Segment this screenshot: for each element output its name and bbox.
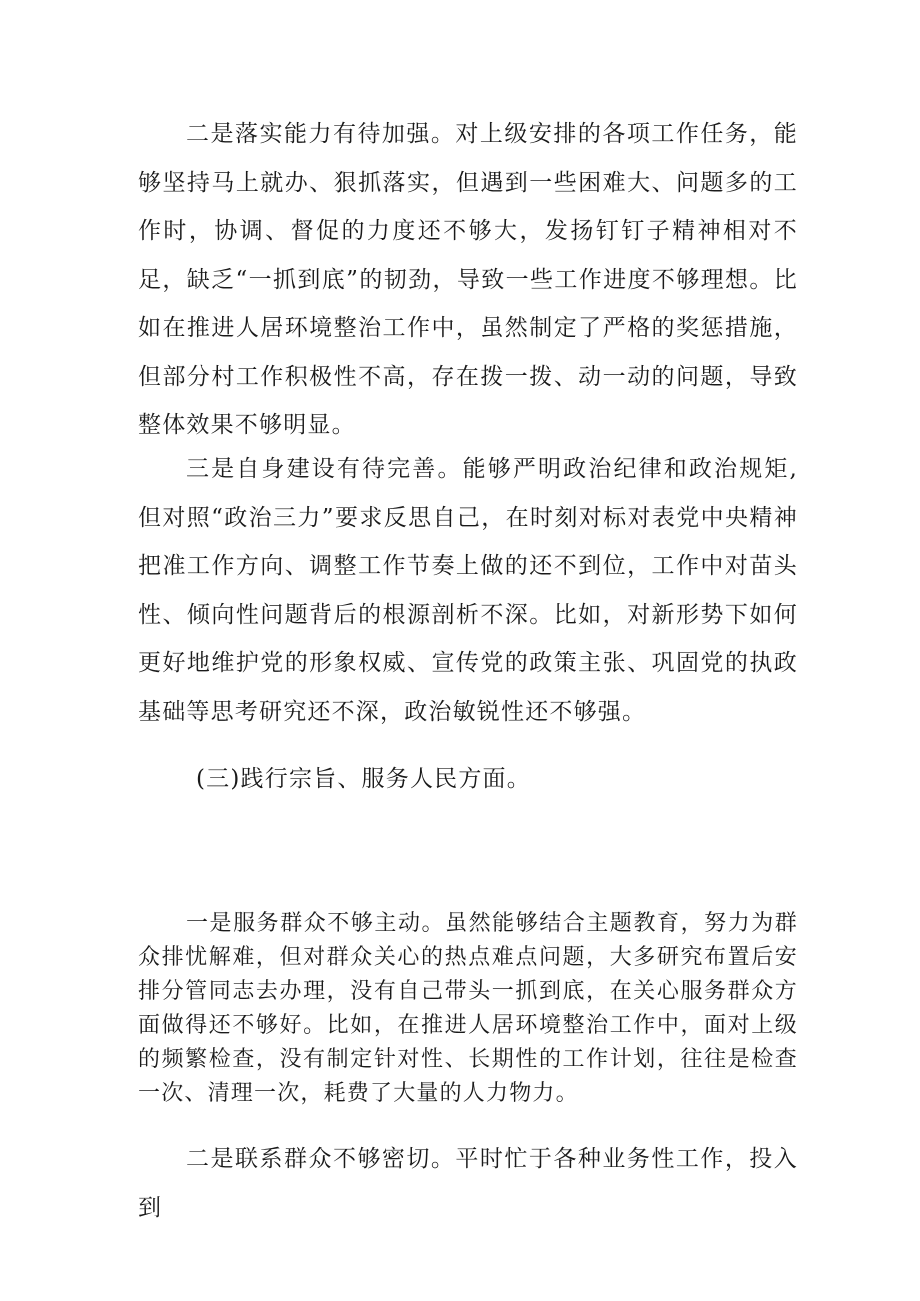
paragraph-self-building: 三是自身建设有待完善。能够严明政治纪律和政治规矩,但对照“政治三力”要求反思自己，在时刻对标对表党中央精神把准工作方向、调整工作节奏上做的还不到位，工作中对苗头性、倾向性问题背后的根源剖析不深。比如，对新形势下如何更好地维护党的形象权威、宣传党的政策主张、巩固党的执政基础等思考研究还不深，政治敏锐性还不够强。 — [138, 456, 798, 725]
paragraph-contact-masses: 二是联系群众不够密切。平时忙于各种业务性工作，投入到 — [138, 1146, 798, 1221]
section-heading: (三)践行宗旨、服务人民方面。 — [196, 766, 531, 792]
paragraph-implementation: 二是落实能力有待加强。对上级安排的各项工作任务，能够坚持马上就办、狠抓落实，但遇到一些困难大、问题多的工作时，协调、督促的力度还不够大，发扬钉钉子精神相对不足，缺乏“一抓到底”的韧劲，导致一些工作进度不够理想。比如在推进人居环境整治工作中，虽然制定了严格的奖惩措施，但部分村工作积极性不高，存在拨一拨、动一动的问题，导致整体效果不够明显。 — [138, 121, 798, 438]
paragraph-serving-masses: 一是服务群众不够主动。虽然能够结合主题教育，努力为群众排忧解难，但对群众关心的热点难点问题，大多研究布置后安排分管同志去办理，没有自己带头一抓到底，在关心服务群众方面做得还不够好。比如，在推进人居环境整治工作中，面对上级的频繁检查，没有制定针对性、长期性的工作计划，往往是检查一次、清理一次，耗费了大量的人力物力。 — [138, 911, 798, 1106]
